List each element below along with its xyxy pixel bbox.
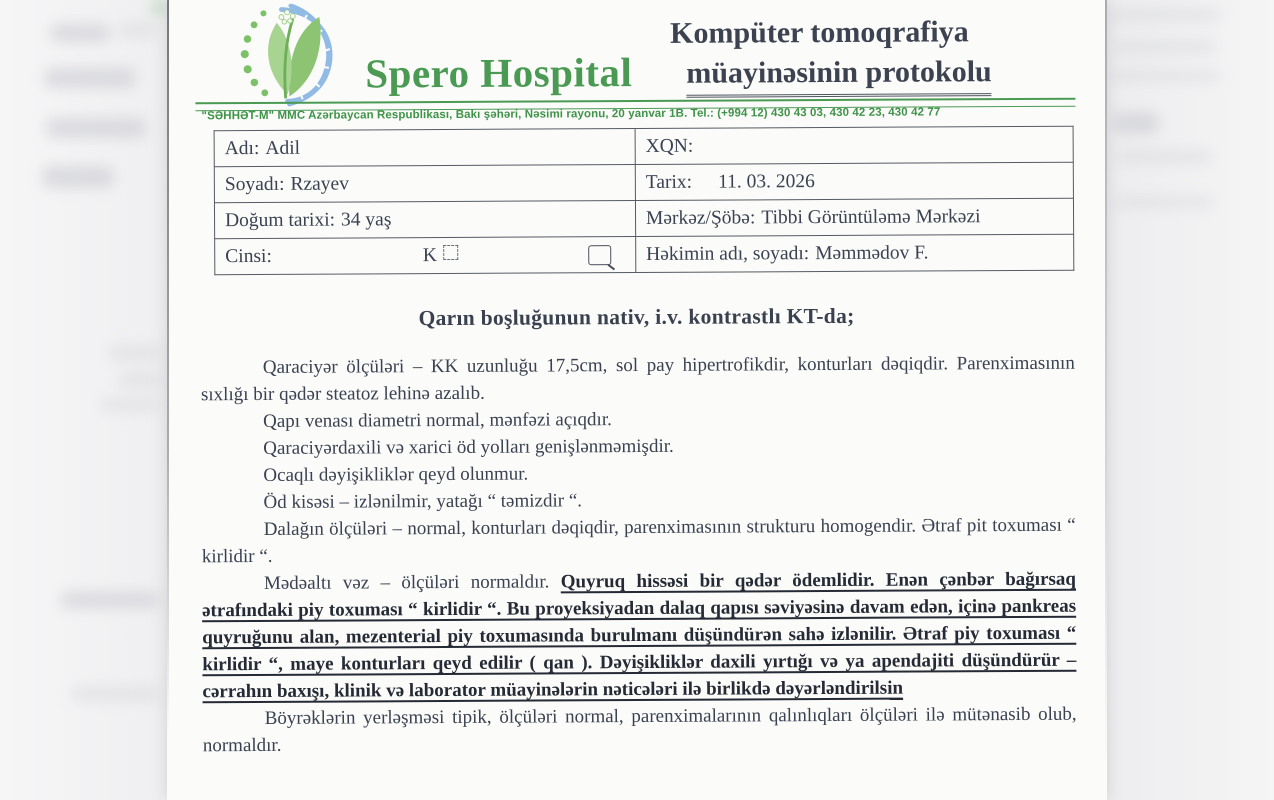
document-page (167, 0, 1107, 800)
table-row (214, 162, 1073, 202)
report-paragraph: Qapı venası diametri normal, mənfəzi açıqdır. (263, 409, 612, 432)
gender-checkbox-icon (443, 244, 458, 259)
report-paragraph: Ocaqlı dəyişikliklər qeyd olunmur. (263, 463, 529, 486)
blurred-left-margin (0, 0, 167, 800)
report-paragraph: Öd kisəsi – izlənilmir, yatağı “ təmizdir “. (263, 490, 583, 513)
document-header (167, 0, 1105, 102)
hospital-name: Spero Hospital (365, 49, 633, 97)
report-paragraph: Mədəaltı vəz – ölçüləri normaldır. Quyruq hissəsi bir qədər ödemlidir. Enən çənbər bağırsaq ətrafındaki piy toxuması “ kirlidir “. Bu proyeksiyadan dalaq qapısı səviyəsinə davam edən, içinə pankreas quyruğunu alan, mezenterial piy toxumasında burulmanı düşündürən sahə izlənilir. Ətraf piy toxuması “ kirlidir “, maye konturları qeyd edilir ( qan ). Dəyişikliklər daxili yırtığı və ya apendajiti düşündürür – cərrahın baxışı, klinik və laborator müayinələrin nəticələri ilə birlikdə dəyərləndirilsin (202, 568, 1077, 703)
title-line-1: Kompüter tomoqrafiya (669, 15, 969, 50)
title-line-2: müayinəsinin protokolu (686, 52, 992, 97)
table-row (215, 234, 1074, 274)
field-xqn: XQN: (635, 126, 1073, 164)
report-paragraph: Qaraciyər ölçüləri – KK uzunluğu 17,5cm, sol pay hipertrofikdir, konturları dəqiqdir. Parenximasının sıxlığı bir qədər steatoz lehinə azalıb. (200, 352, 1075, 406)
field-department: Mərkəz/Şöbə: Tibbi Görüntüləmə Mərkəzi (635, 198, 1073, 236)
document-title (670, 12, 1070, 98)
field-doctor: Həkimin adı, soyadı: Məmmədov F. (636, 234, 1074, 272)
report-body (201, 350, 1077, 760)
report-heading: Qarın boşluğunun nativ, i.v. kontrastlı KT-da; (418, 303, 855, 331)
field-surname: Soyadı: Rzayev (214, 165, 635, 203)
table-row (214, 198, 1073, 238)
field-date: Tarix: 11. 03. 2026 (635, 162, 1073, 200)
report-paragraph: Böyrəklərin yerləşməsi tipik, ölçüləri normal, parenximalarının qalınlıqları ölçüləri ilə mütənasib olub, normaldır. (202, 703, 1077, 757)
table-row (214, 126, 1073, 166)
report-paragraph: Qaraciyərdaxili və xarici öd yolları genişlənməmişdir. (263, 435, 674, 459)
hospital-info-line: "SƏHHƏT-M" MMC Azərbaycan Respublikası, Bakı şəhəri, Nəsimi rayonu, 20 yanvar 1B. Tel.: (+994 12) 430 43 03, 430 42 23, 430 42 77 (201, 106, 941, 123)
field-gender: Cinsi: K (215, 237, 636, 275)
field-name: Adı: Adil (214, 129, 635, 167)
report-paragraph: Dalağın ölçüləri – normal, konturları dəqiqdir, parenximasının strukturu homogendir. Ətraf pit toxuması “ kirlidir “. (201, 514, 1076, 568)
gender-checkbox-icon (588, 245, 611, 265)
patient-info-table (214, 126, 1075, 276)
blurred-right-margin (1107, 0, 1274, 800)
hospital-logo-icon (225, 3, 354, 108)
field-birthdate: Doğum tarixi: 34 yaş (214, 201, 635, 239)
